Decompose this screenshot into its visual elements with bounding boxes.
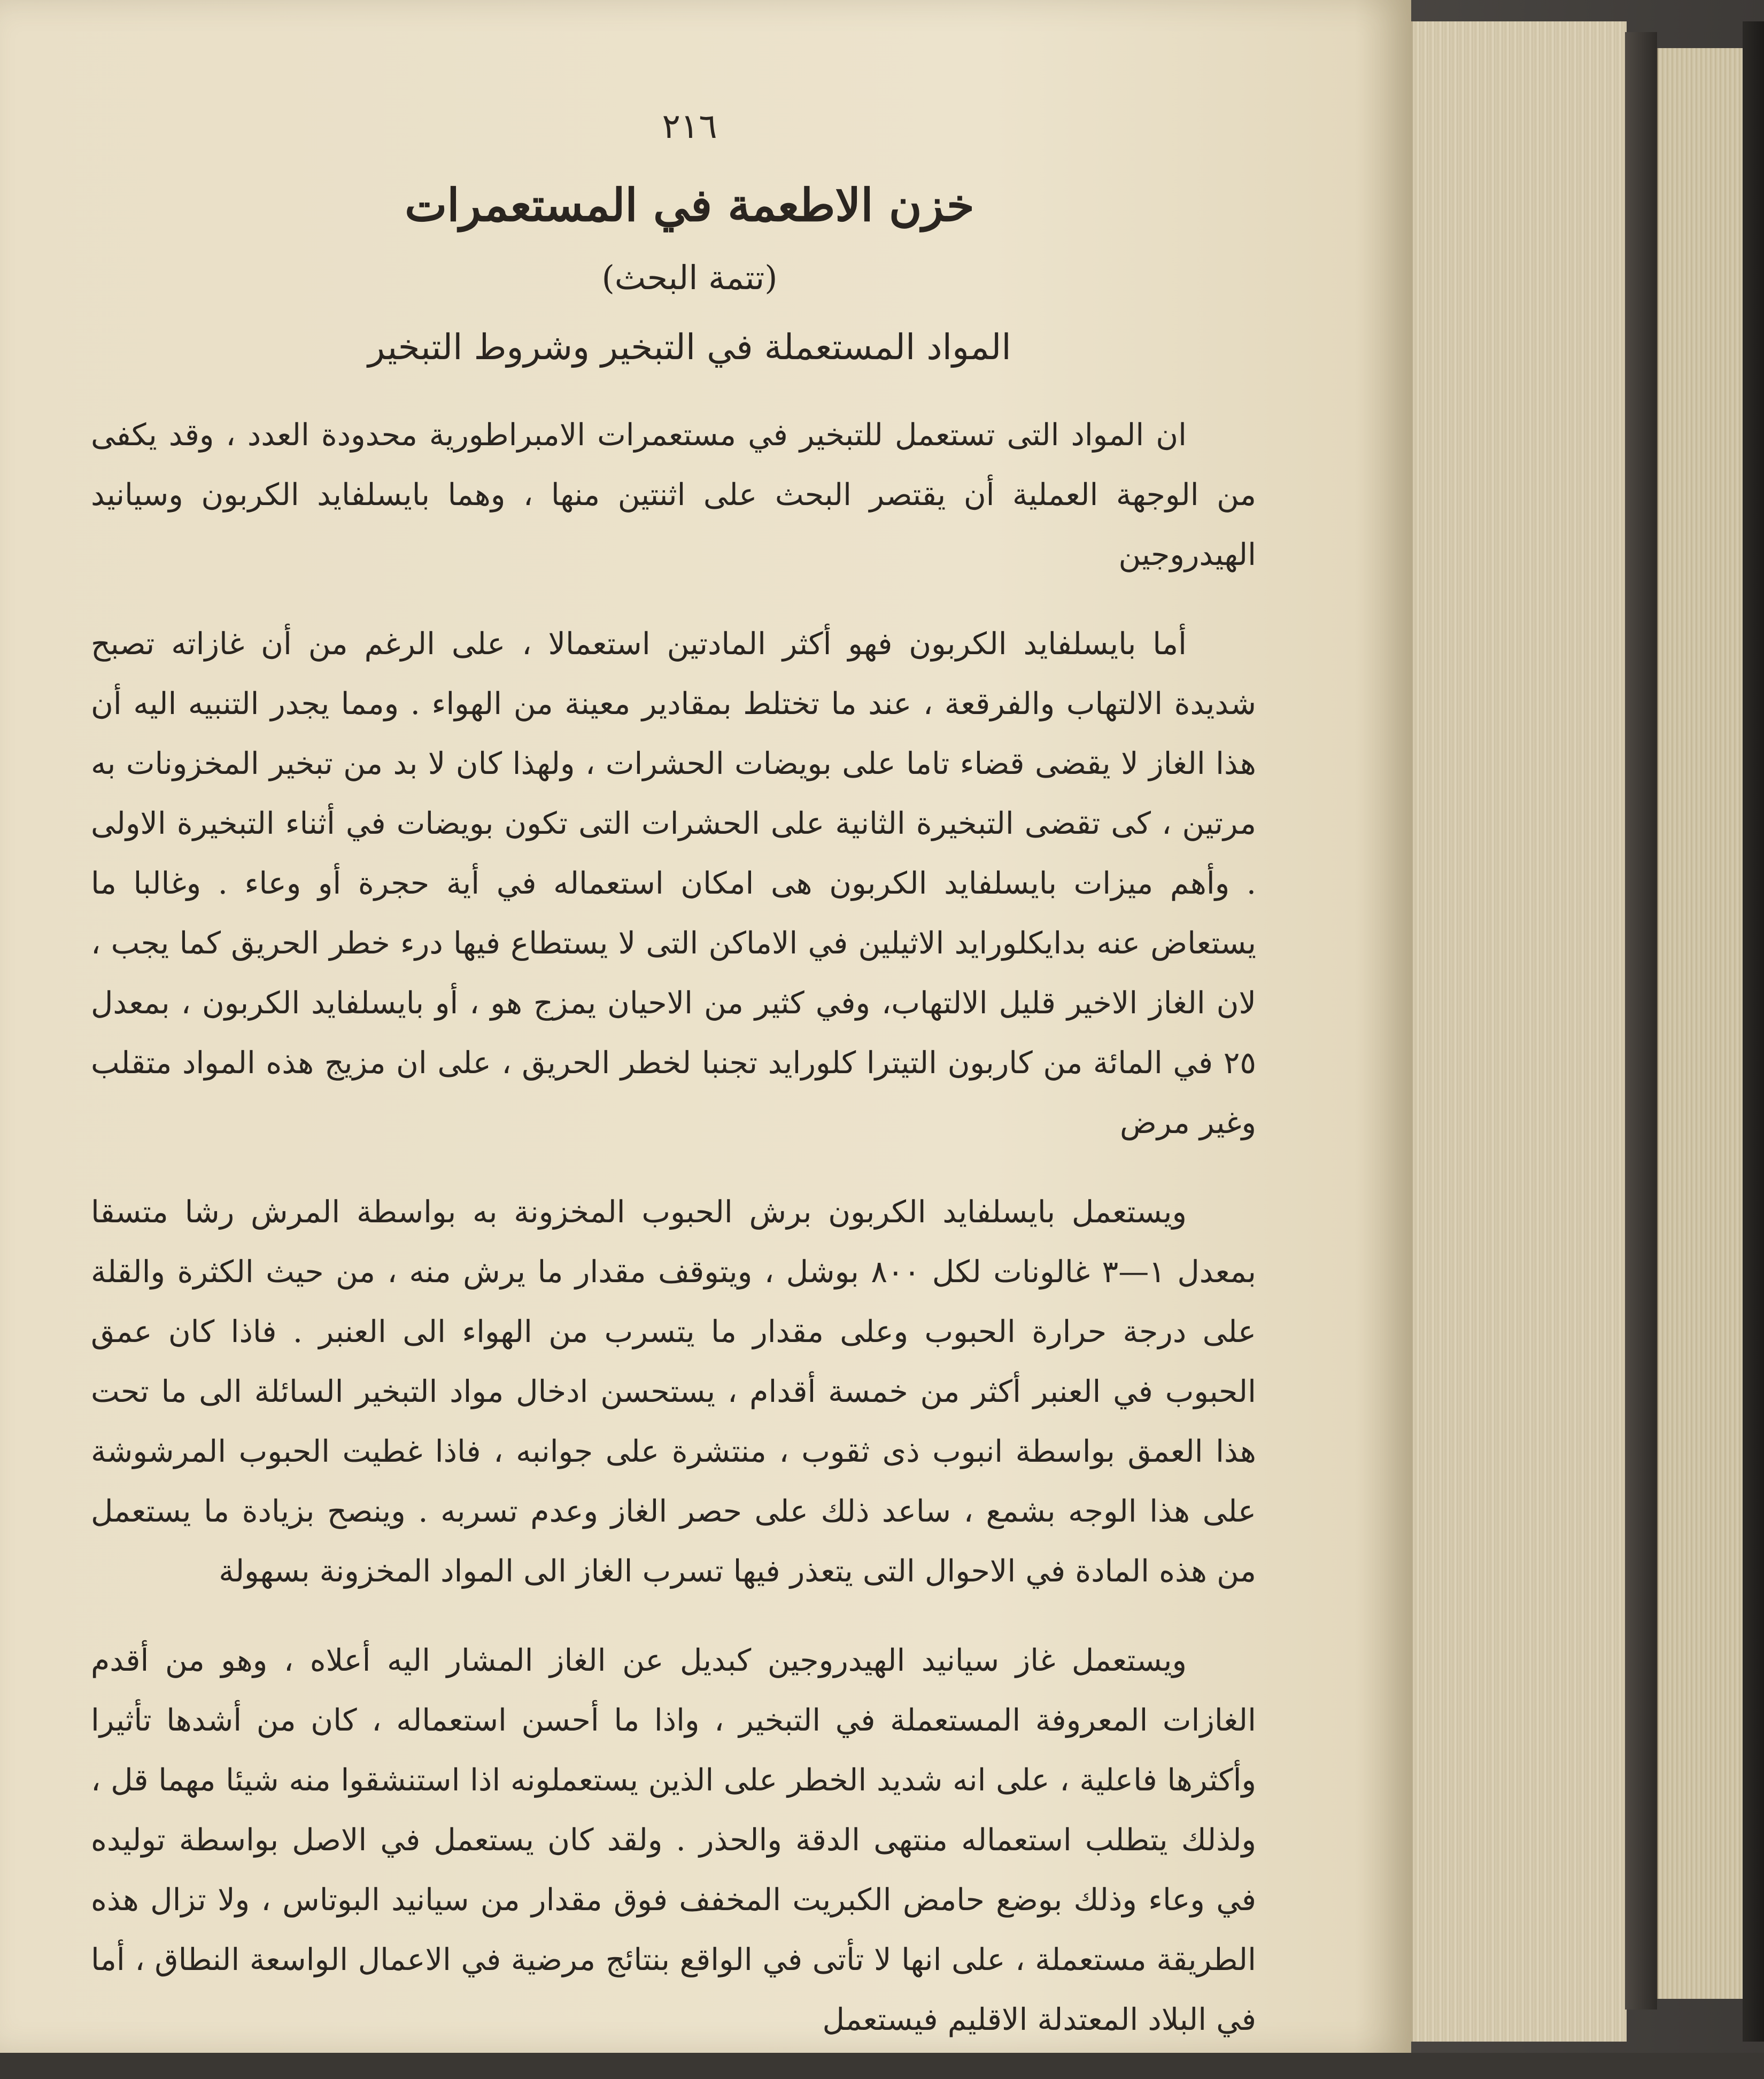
page-text-block [91,107,1256,2079]
paragraph-3: ويستعمل بايسلفايد الكربون برش الحبوب المخزونة به بواسطة المرش رشا متسقا بمعدل ١—٣ غالونات لكل ٨٠٠ بوشل ، ويتوقف مقدار ما يرش منه ، من حيث الكثرة والقلة على درجة حرارة الحبوب وعلى مقدار ما يتسرب من الهواء الى العنبر . فاذا كان عمق الحبوب في العنبر أكثر من خمسة أقدام ، يستحسن ادخال مواد التبخير السائلة الى ما تحت هذا العمق بواسطة انبوب ذى ثقوب ، منتشرة على جوانبه ، فاذا غطيت الحبوب المرشوشة على هذا الوجه بشمع ، ساعد ذلك على حصر الغاز وعدم تسربه . وينصح بزيادة ما يستعمل من هذه المادة في الاحوال التى يتعذر فيها تسرب الغاز الى المواد المخزونة بسهولة [91,1194,1256,1589]
paragraph-1: ان المواد التى تستعمل للتبخير في مستعمرات الامبراطورية محدودة العدد ، وقد يكفى من الوجهة العملية أن يقتصر البحث على اثنتين منها ، وهما بايسلفايد الكربون وسيانيد الهيدروجين [91,417,1256,572]
article-title: خزن الاطعمة في المستعمرات [405,179,974,231]
section-heading: المواد المستعملة في التبخير وشروط التبخير [368,327,1011,368]
article-subtitle: (تتمة البحث) [601,258,778,297]
page-fore-edge [1411,21,1627,2042]
book-cover-edge [1743,21,1764,2042]
paragraph-2: أما بايسلفايد الكربون فهو أكثر المادتين استعمالا ، على الرغم من أن غازاته تصبح شديدة الالتهاب والفرقعة ، عند ما تختلط بمقادير معينة من الهواء . ومما يجدر التنبيه اليه أن هذا الغاز لا يقضى قضاء تاما على بويضات الحشرات ، ولهذا كان لا بد من تبخير المخزونات به مرتين ، كى تقضى التبخيرة الثانية على الحشرات التى تكون بويضات في أثناء التبخيرة الاولى . وأهم ميزات بايسلفايد الكربون هى امكان استعماله في أية حجرة أو وعاء . وغالبا ما يستعاض عنه بدايكلورايد الاثيلين في الاماكن التى لا يستطاع فيها درء خطر الحريق كما يجب ، لان الغاز الاخير قليل الالتهاب، وفي كثير من الاحيان يمزج هو ، أو بايسلفايد الكربون ، بمعدل ٢٥ في المائة من كاربون التيترا كلورايد تجنبا لخطر الحريق ، على ان مزيج هذه المواد متقلب وغير مرض [91,626,1256,1141]
page-number: ٢١٦ [662,107,717,146]
page-stack-edge [1657,48,1754,1999]
book-gutter-shadow [1625,32,1657,2010]
paragraph-4: ويستعمل غاز سيانيد الهيدروجين كبديل عن الغاز المشار اليه أعلاه ، وهو من أقدم الغازات المعروفة المستعملة في التبخير ، واذا ما أحسن استعماله ، كان من أشدها تأثيرا وأكثرها فاعلية ، على انه شديد الخطر على الذين يستعملونه اذا استنشقوا منه شيئا مهما قل ، ولذلك يتطلب استعماله منتهى الدقة والحذر . ولقد كان يستعمل في الاصل بواسطة توليده في وعاء وذلك بوضع حامض الكبريت المخفف فوق مقدار من سيانيد البوتاس ، ولا تزال هذه الطريقة مستعملة ، على انها لا تأتى في الواقع بنتائج مرضية في الاعمال الواسعة النطاق ، أما في البلاد المعتدلة الاقليم فيستعمل [91,1643,1256,2037]
